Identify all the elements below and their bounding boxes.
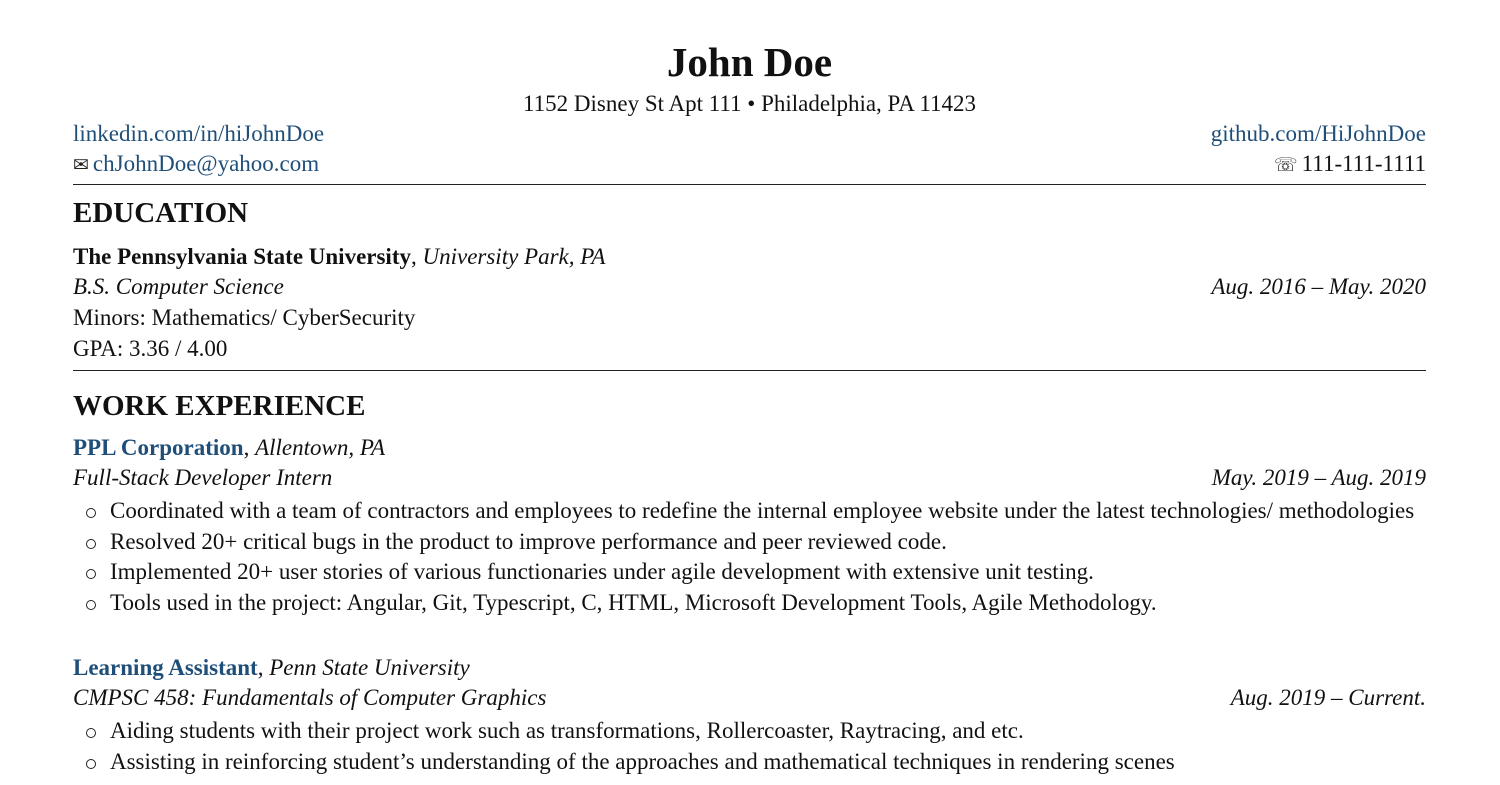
list-item — [73, 747, 1426, 778]
school-name: The Pennsylvania State University — [73, 244, 411, 269]
job-location: Penn State University — [269, 655, 470, 680]
job-org: PPL Corporation — [73, 435, 244, 460]
job-org: Learning Assistant — [73, 655, 258, 680]
contact-row-info — [73, 149, 1426, 179]
job-role: CMPSC 458: Fundamentals of Computer Graphics — [73, 685, 547, 710]
bullet-circle-icon — [86, 728, 96, 738]
minors: Minors: Mathematics/ CyberSecurity — [73, 305, 416, 330]
list-item — [73, 557, 1426, 588]
bullet-text: Tools used in the project: Angular, Git, Typescript, C, HTML, Microsoft Development Tools, Agile Methodology. — [110, 589, 1157, 615]
job-org-line — [73, 652, 1426, 683]
email-link[interactable]: chJohnDoe@yahoo.com — [92, 151, 320, 176]
bullet-text: Assisting in reinforcing student’s understanding of the approaches and mathematical techniques in rendering scenes — [110, 748, 1175, 774]
education-school-line — [73, 241, 1426, 272]
education-degree-line — [73, 271, 1426, 302]
contact-row-links — [73, 119, 1426, 149]
bullet-text: Aiding students with their project work such as transformations, Rollercoaster, Raytracing, and etc. — [110, 718, 1024, 743]
bullet-circle-icon — [86, 759, 96, 769]
gpa: GPA: 3.36 / 4.00 — [73, 336, 228, 361]
education-minors-line — [73, 302, 1426, 333]
phone-number: 111-111-1111 — [1301, 151, 1426, 176]
list-item — [73, 527, 1426, 558]
job-role-line — [73, 462, 1426, 493]
candidate-name: John Doe — [666, 39, 833, 85]
job-bullets — [73, 496, 1426, 618]
bullet-text: Implemented 20+ user stories of various functionaries under agile development with extensive unit testing. — [110, 559, 1094, 584]
list-item — [73, 496, 1426, 527]
job-org-line — [73, 432, 1426, 463]
bullet-text: Resolved 20+ critical bugs in the product to improve performance and peer reviewed code. — [110, 528, 947, 554]
phone-group — [1274, 149, 1426, 179]
resume-page — [73, 0, 1426, 785]
section-title-work-experience: WORK EXPERIENCE — [73, 390, 366, 422]
section-title-education: EDUCATION — [73, 197, 249, 229]
envelope-icon: ✉ — [73, 155, 89, 176]
job-role-line — [73, 682, 1426, 713]
mobile-phone-icon: ☏ — [1273, 155, 1298, 176]
job-bullets — [73, 716, 1426, 777]
degree: B.S. Computer Science — [73, 274, 284, 299]
bullet-circle-icon — [86, 539, 96, 549]
education-divider — [73, 370, 1426, 371]
github-link[interactable]: github.com/HiJohnDoe — [1210, 121, 1426, 146]
education-gpa-line — [73, 333, 1426, 364]
header-divider — [73, 184, 1426, 185]
job-role: Full-Stack Developer Intern — [73, 465, 333, 490]
list-item — [73, 588, 1426, 619]
job-org-with-location: Learning Assistant, Penn State University — [73, 655, 470, 680]
job-dates: Aug. 2019 – Current. — [1230, 685, 1426, 710]
education-dates: Aug. 2016 – May. 2020 — [1211, 274, 1426, 299]
job-location: Allentown, PA — [255, 435, 385, 460]
bullet-text: Coordinated with a team of contractors and employees to redefine the internal employee website under the latest technologies/ methodologies — [110, 498, 1415, 523]
bullet-circle-icon — [86, 569, 96, 579]
address: 1152 Disney St Apt 111 • Philadelphia, PA 11423 — [523, 91, 976, 116]
job-org-with-location: PPL Corporation, Allentown, PA — [73, 435, 385, 460]
school-location: University Park, PA — [422, 244, 606, 269]
email-group — [73, 149, 319, 179]
bullet-circle-icon — [86, 600, 96, 610]
linkedin-link[interactable]: linkedin.com/in/hiJohnDoe — [73, 121, 325, 146]
bullet-circle-icon — [86, 508, 96, 518]
school-with-location: The Pennsylvania State University, University Park, PA — [73, 244, 606, 269]
job-dates: May. 2019 – Aug. 2019 — [1211, 465, 1426, 490]
list-item — [73, 716, 1426, 747]
